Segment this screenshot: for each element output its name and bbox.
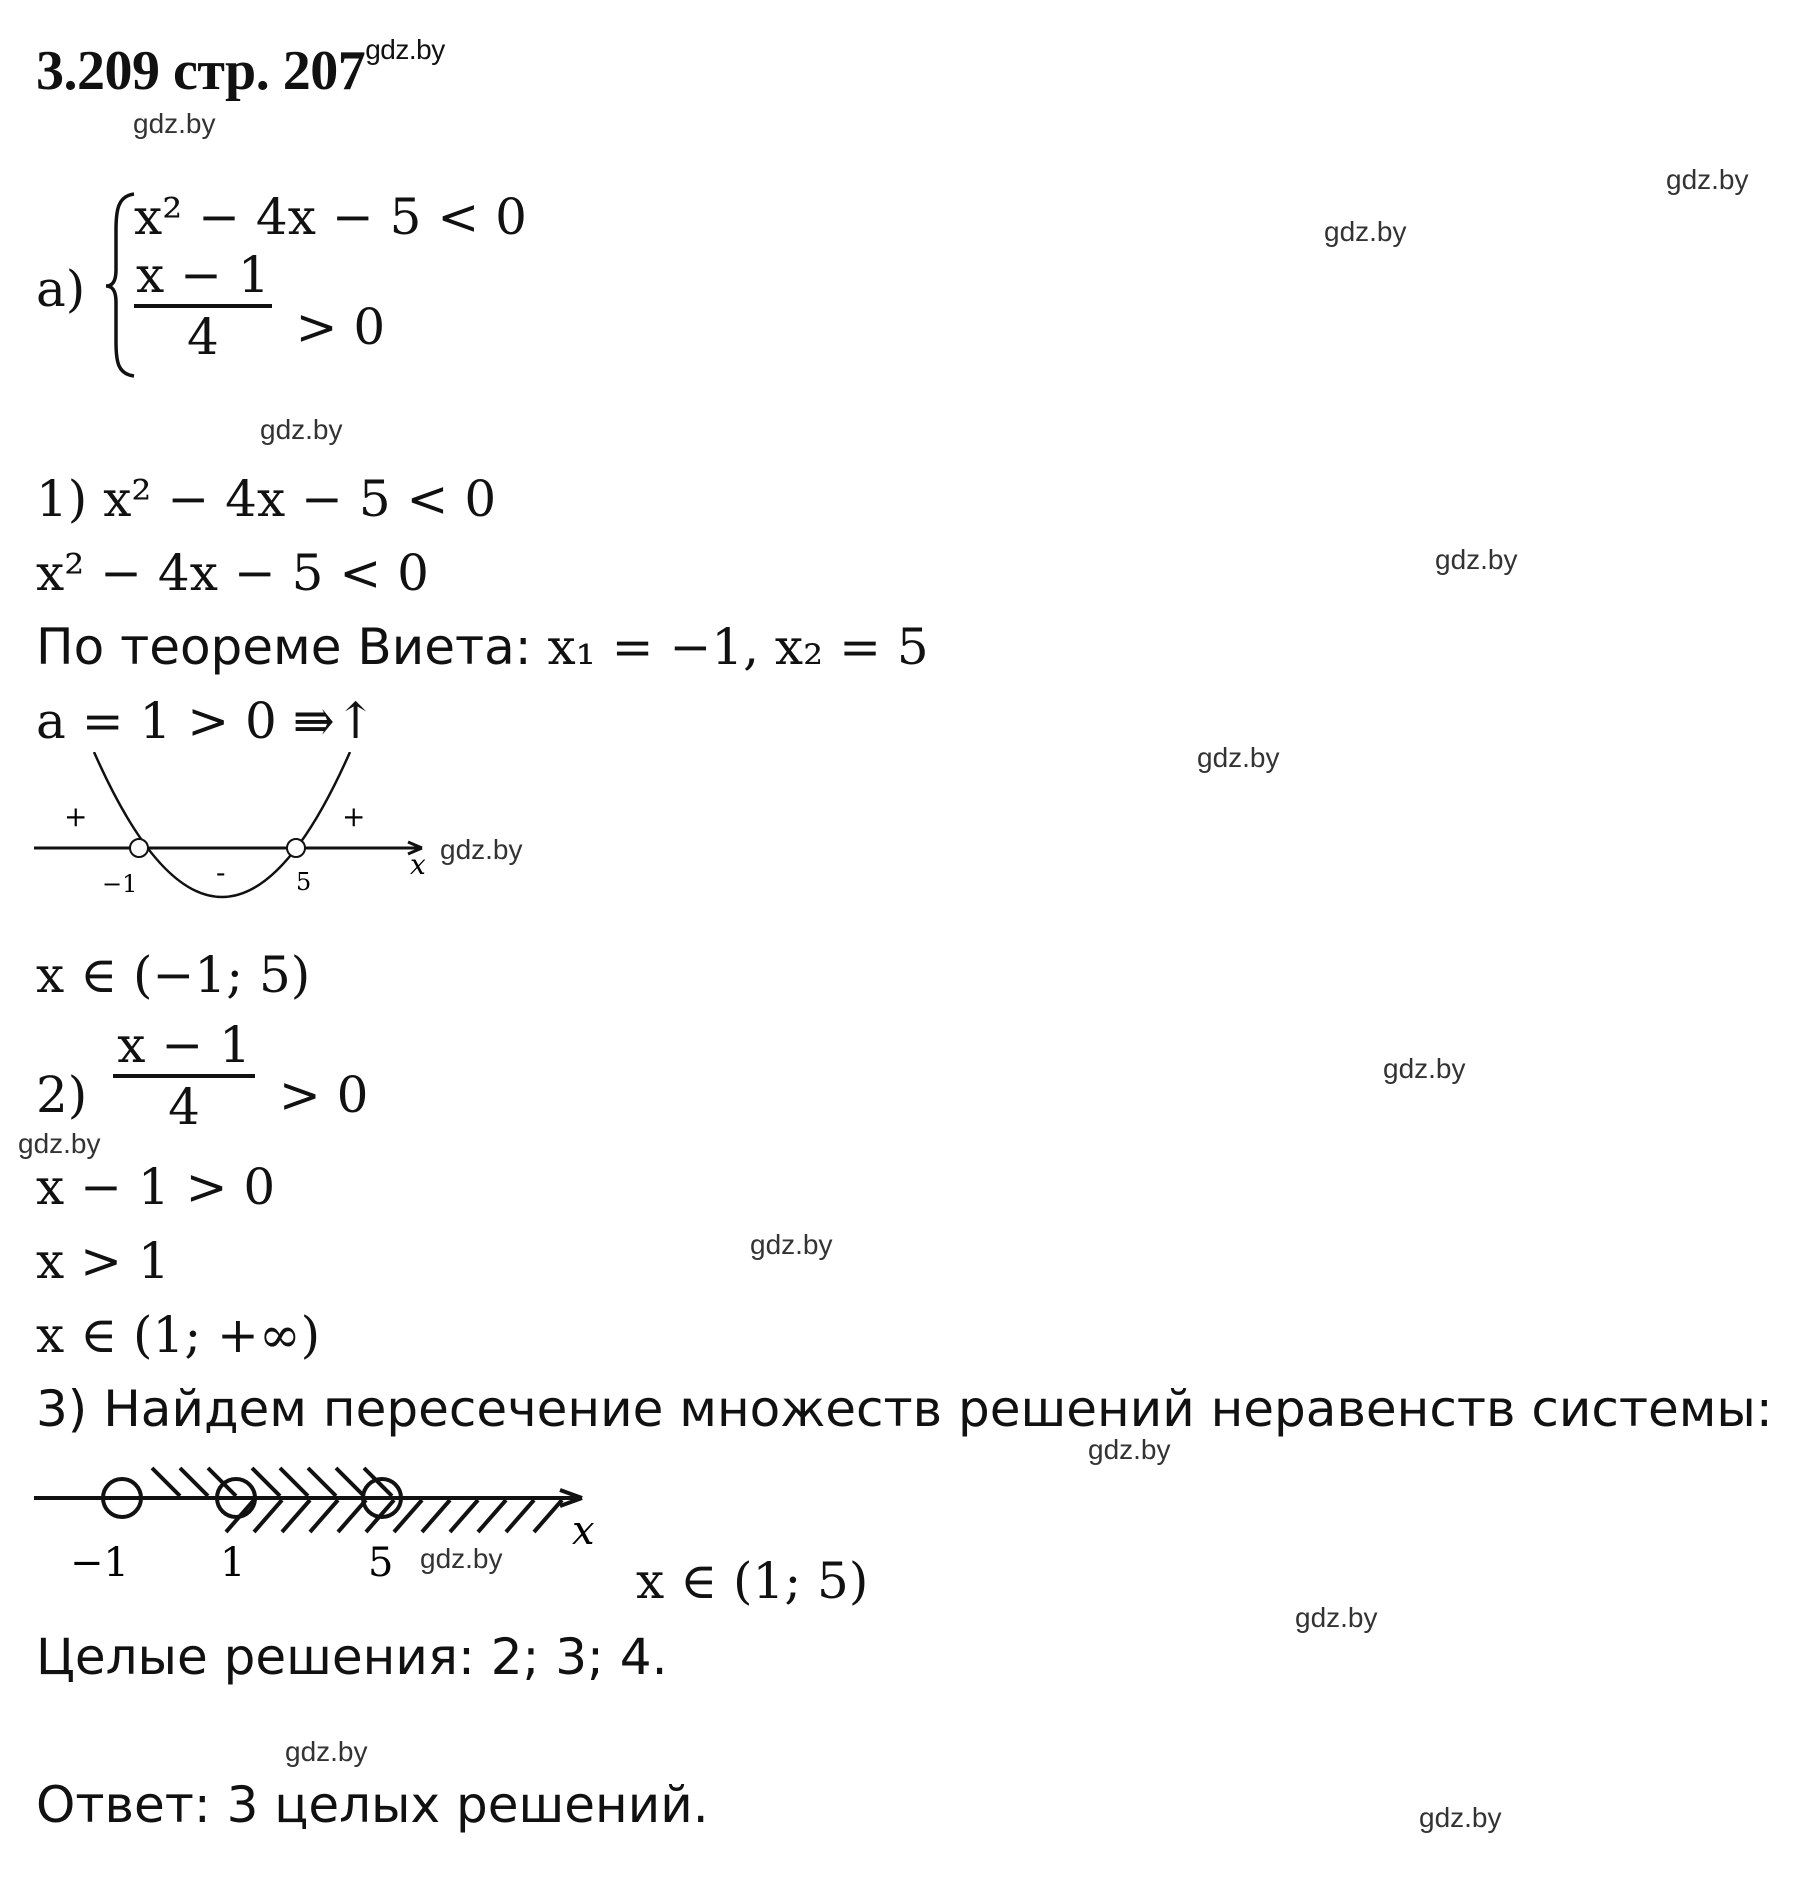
page-title: 3.209 стр. $207^{gdz.by}$ — [36, 34, 445, 102]
watermark: gdz.by — [1324, 216, 1407, 247]
integer-solutions: Целые решения: 2; 3; 4. — [36, 1628, 668, 1686]
watermark: gdz.by — [260, 414, 343, 445]
step1-result: x ∈ (−1; 5) — [36, 946, 311, 1004]
watermark: gdz.by — [750, 1229, 833, 1260]
watermark: gdz.by — [440, 834, 523, 865]
watermark: gdz.by — [18, 1128, 101, 1159]
title-watermark: gdz.by — [365, 34, 445, 65]
vieta-label: По теореме Виета: — [36, 618, 532, 676]
root-point-left — [130, 839, 148, 857]
watermark: gdz.by — [1197, 742, 1280, 773]
label-one: 1 — [220, 1540, 246, 1586]
parabola-graph — [30, 752, 450, 922]
sign-minus: - — [216, 856, 226, 889]
step2-line2: x > 1 — [36, 1232, 170, 1290]
hatching-top — [152, 1468, 392, 1496]
axis-label: x — [410, 848, 426, 881]
step2-line1: x − 1 > 0 — [36, 1158, 276, 1216]
step1-header — [36, 470, 496, 528]
label-minus-one: −1 — [70, 1540, 129, 1586]
axis-var: x — [572, 1508, 595, 1554]
watermark: gdz.by — [1295, 1602, 1378, 1633]
step3-result: x ∈ (1; 5) — [636, 1552, 869, 1610]
system-numerator: x − 1 — [136, 246, 270, 304]
root-label-left: −1 — [102, 870, 138, 898]
root-label-right: 5 — [296, 868, 312, 896]
step2-label: 2) — [36, 1066, 88, 1124]
watermark: gdz.by — [1383, 1053, 1466, 1084]
sign-plus-right: + — [342, 800, 366, 833]
system-tail: > 0 — [295, 298, 386, 356]
watermark: gdz.by — [1435, 544, 1518, 575]
step1-label: 1) — [36, 470, 88, 528]
system-fraction-line — [134, 246, 385, 366]
vieta-values: x₁ = −1, x₂ = 5 — [547, 618, 929, 676]
system-denominator: 4 — [134, 304, 272, 366]
watermark: gdz.by — [1088, 1434, 1171, 1465]
step1-repeat: x² − 4x − 5 < 0 — [36, 544, 429, 602]
intersection-number-line — [30, 1460, 610, 1620]
step2-numerator: x − 1 — [117, 1016, 251, 1074]
sign-plus-left: + — [64, 800, 88, 833]
hatching-bottom — [226, 1500, 562, 1532]
vieta-line — [36, 618, 929, 676]
step3-text: 3) Найдем пересечение множеств решений неравенств системы: — [36, 1380, 1773, 1438]
step2-result: x ∈ (1; +∞) — [36, 1306, 321, 1364]
watermark: gdz.by — [1666, 164, 1749, 195]
watermark: gdz.by — [1419, 1802, 1502, 1833]
step2-denominator: 4 — [113, 1074, 255, 1136]
part-a-label: а) — [36, 260, 86, 318]
answer: Ответ: 3 целых решений. — [36, 1776, 709, 1834]
watermark: gdz.by — [285, 1736, 368, 1767]
step1-inequality: x² − 4x − 5 < 0 — [103, 470, 497, 528]
step2-header — [36, 1016, 368, 1136]
label-five: 5 — [368, 1540, 394, 1586]
root-point-right — [287, 839, 305, 857]
watermark: gdz.by — [133, 108, 216, 139]
system-line-1: x² − 4x − 5 < 0 — [134, 188, 527, 246]
leading-coefficient: a = 1 > 0 ⇛↑ — [36, 692, 377, 750]
step2-tail: > 0 — [278, 1066, 369, 1124]
watermark: gdz.by — [420, 1543, 503, 1574]
